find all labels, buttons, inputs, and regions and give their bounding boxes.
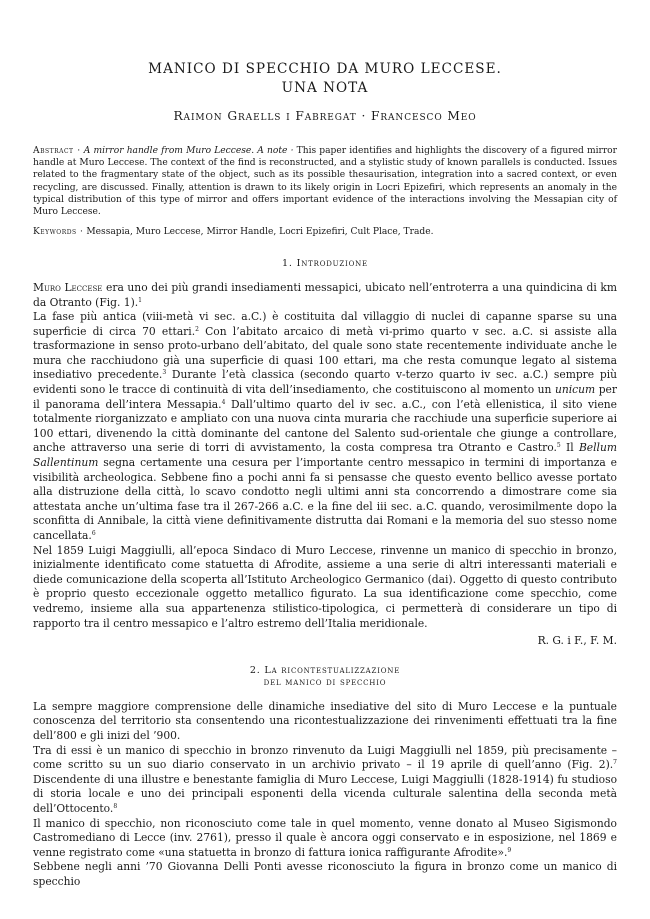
italic-term: Bellum Sallentinum — [33, 441, 617, 470]
paragraph — [33, 744, 617, 817]
text: Il — [560, 441, 579, 455]
abstract-text: This paper identifies and highlights the discovery of a figured mirror handle at Muro Leccese. The context of the find is reconstructed, and a stylistic study of known parallels is conducted. Issues related to the fragmentary state of the object, such as its possible thesaurisation, integration into a sacred context, or even recycling, are discussed. Finally, attention is drawn to its likely origin in Locri Epizefiri, which represents an anomaly in the typical distribution of this type of mirror and offers important evidence of the interactions involving the Messapian city of Muro Leccese. — [33, 146, 617, 218]
paragraph — [33, 281, 617, 310]
authors: Raimon Graells i Fabregat · Francesco Meo — [173, 109, 477, 123]
text: Con l’abitato arcaico di metà vi-primo quarto v sec. a.C. si assiste alla trasformazione in senso proto-urbano dell’abitato, del quale sono state recentemente individuate anche le mura che racchiudono già una superficie di quasi 100 ettari, ma che resta comunque legato al sistema insediativo precedente. — [33, 324, 618, 382]
heading-line-2: del manico di specchio — [263, 677, 387, 689]
footnote-ref: 9 — [507, 846, 512, 854]
keywords-label: Keywords · — [33, 227, 84, 238]
footnote-ref: 8 — [113, 802, 118, 810]
text: Dall’ultimo quarto del iv sec. a.C., con l’età ellenistica, il sito viene totalmente riorganizzato e ampliato con una nuova cinta muraria che racchiude una superficie superiore ai 100 ettari, divenendo la città dominante del cantone del Salento sud-orientale che giunge a controllare, anche attraverso una serie di torri di avvistamento, la costa compresa tra Otranto e Castro. — [33, 397, 617, 455]
drop-caps-lead: Muro Leccese — [33, 280, 103, 294]
text: La fase più antica (viii-metà vi sec. a.C.) è costituita dal villaggio di nuclei di capanne sparse su una superficie di circa 70 ettari. — [33, 310, 617, 338]
section-2-body — [33, 700, 617, 890]
italic-term: unicum — [554, 383, 596, 397]
paragraph — [33, 817, 617, 861]
author-signature: R. G. i F., F. M. — [537, 634, 617, 648]
heading-line-1: 2. La ricontestualizzazione — [249, 664, 401, 676]
footnote-ref: 7 — [613, 759, 617, 767]
text: Durante l’età classica (secondo quarto v-terzo quarto iv sec. a.C.) sempre più evidenti sono le tracce di continuità di vita dell’insediamento, che costituiscono al momento un — [33, 368, 617, 397]
text: Discendente di una illustre e benestante famiglia di Muro Leccese, Luigi Maggiulli (1828-1914) fu studioso di storia locale e uno dei principali esponenti della vicenda culturale salentina della seconda metà dell’Ottocento. — [33, 772, 617, 815]
paragraph — [33, 310, 617, 544]
text: Il manico di specchio, non riconosciuto come tale in quel momento, venne donato al Museo Sigismondo Castromediano di Lecce (inv. 2761), presso il quale è ancora oggi conservato e in esposizione, nel 1869 e venne registrato come «una statuetta in bronzo di fattura ionica raffigurante Afrodite». — [33, 816, 617, 859]
text: per il panorama dell’intera Messapia. — [33, 383, 617, 411]
footnote-ref: 5 — [556, 442, 561, 450]
paragraph: Sebbene negli anni ’70 Giovanna Delli Ponti avesse riconosciuto la figura in bronzo come un manico di specchio — [33, 860, 617, 888]
footnote-ref: 2 — [195, 325, 199, 333]
article-title — [33, 60, 617, 98]
keywords — [33, 226, 617, 238]
footnote-ref: 6 — [91, 530, 96, 538]
title-line-2: UNA NOTA — [281, 80, 369, 96]
footnote-ref: 1 — [138, 296, 142, 304]
page — [33, 0, 617, 889]
footnote-ref: 3 — [162, 369, 167, 377]
text: Tra di essi è un manico di specchio in bronzo rinvenuto da Luigi Maggiulli nel 1859, più precisamente – come scritto su un suo diario conservato in un archivio privato – il 19 aprile di quell’anno (Fig. 2). — [33, 743, 617, 772]
text: era uno dei più grandi insediamenti messapici, ubicato nell’entroterra a una quindicina di km da Otranto (Fig. 1). — [33, 280, 618, 309]
paragraph: La sempre maggiore comprensione delle dinamiche insediative del sito di Muro Leccese e la puntuale conoscenza del territorio sta consentendo una ricontestualizzazione dei rinvenimenti effettuati tra la fine dell’800 e gli inizi del ’900. — [33, 699, 617, 742]
abstract — [33, 145, 617, 218]
section-1-body — [33, 281, 617, 631]
paragraph: Nel 1859 Luigi Maggiulli, all’epoca Sindaco di Muro Leccese, rinvenne un manico di specchio in bronzo, inizialmente identificato come statuetta di Afrodite, assieme a una serie di altri interessanti materiali e diede comunicazione della scoperta all’Istituto Archeologico Germanico (dai). Oggetto di questo contributo è proprio questo eccezionale oggetto metallico figurato. La sua identificazione come specchio, come vedremo, insieme alla sua appartenenza stilistico-tipologica, ci permetterà di considerare un tipo di rapporto tra il centro messapico e l’altro estremo dell’Italia meridionale. — [33, 543, 617, 630]
abstract-subtitle: A mirror handle from Muro Leccese. A note · — [83, 146, 294, 156]
section-2-heading — [33, 665, 617, 690]
title-line-1: MANICO DI SPECCHIO DA MURO LECCESE. — [148, 61, 502, 77]
footnote-ref: 4 — [221, 398, 226, 406]
text: segna certamente una cesura per l’importante centro messapico in termini di importanza e visibilità archeologica. Sebbene fino a pochi anni fa si pensasse che questo evento bellico avesse portato alla distruzione della città, lo scavo condotto negli ultimi anni sta concorrendo a dimostrare come sia attestata anche un’ultima fase tra il 267-266 a.C. e la fine del iii sec. a.C. quando, verosimilmente dopo la sconfitta di Annibale, la città viene definitivamente distrutta dai Romani e la memoria del suo stesso nome cancellata. — [33, 456, 617, 543]
section-1-heading: 1. Introduzione — [282, 258, 368, 270]
abstract-label: Abstract · — [33, 146, 81, 156]
keywords-text: Messapia, Muro Leccese, Mirror Handle, Locri Epizefiri, Cult Place, Trade. — [86, 227, 434, 238]
